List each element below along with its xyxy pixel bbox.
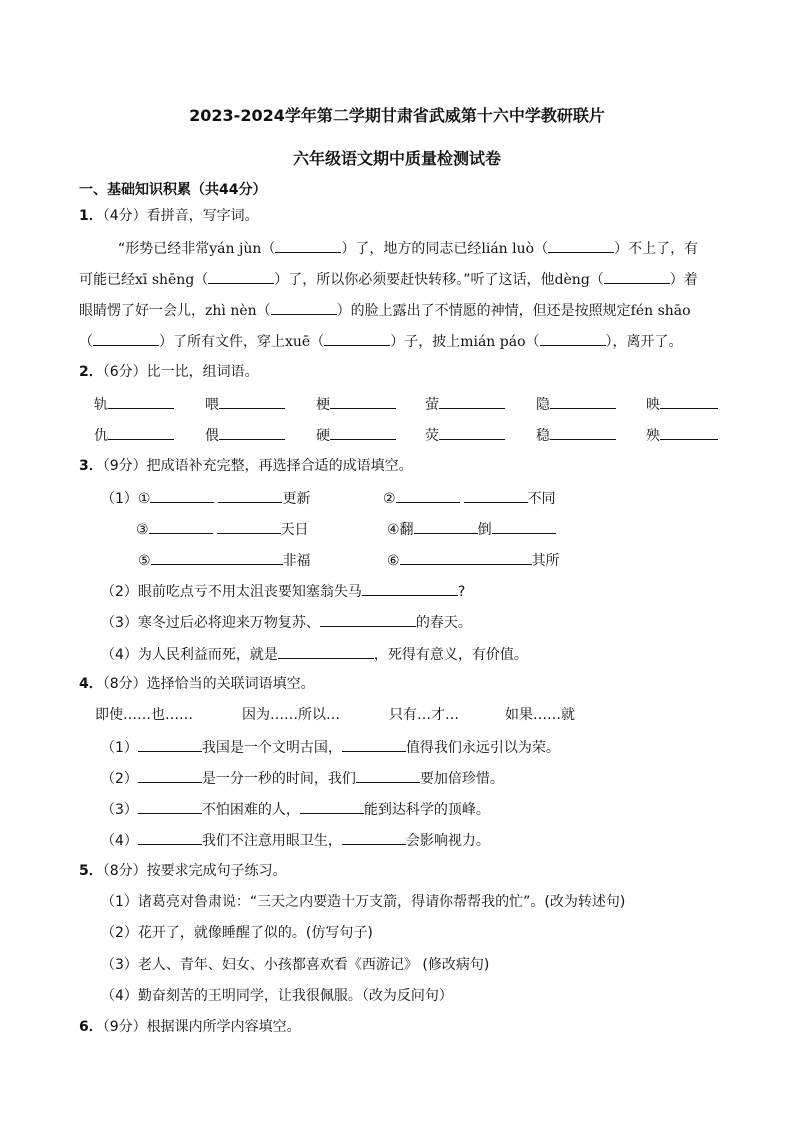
question-points: （9分） <box>102 1019 147 1035</box>
q1-text: 了，地方的同志已经 <box>355 241 482 257</box>
circled-number: ① <box>137 491 151 507</box>
question-points: （6分） <box>102 364 147 380</box>
question-number: 1． <box>79 208 103 224</box>
answer-blank[interactable] <box>540 330 606 346</box>
answer-blank[interactable] <box>138 798 202 814</box>
answer-blank[interactable] <box>320 611 416 627</box>
answer-blank[interactable] <box>149 518 213 534</box>
q2-item <box>425 424 505 446</box>
circled-number: ⑤ <box>138 553 151 569</box>
connective-option: 因为……所以… <box>242 707 340 723</box>
character: 荧 <box>425 428 439 444</box>
q1-line-2: 可能已经xī shēng（ ）了，所以你必须要赶快转移。”听了这话，他dèng（ ）着 <box>79 268 698 290</box>
sentence-text: 值得我们永远引以为荣。 <box>405 740 560 756</box>
pinyin-prompt: mián páo <box>460 334 526 350</box>
question-6-header <box>79 1017 301 1037</box>
question-instruction: 把成语补充完整，再选择合适的成语填空。 <box>146 458 413 474</box>
q5-sentence-1: （1）诸葛亮对鲁肃说：“三天之内要造十万支箭，得请你帮帮我的忙”。(改为转述句) <box>101 894 626 910</box>
section-1-heading: 一、基础知识积累（共44分） <box>79 182 267 198</box>
pinyin-prompt: zhì nèn <box>205 303 257 319</box>
answer-blank[interactable] <box>151 549 283 565</box>
pinyin-prompt: fén shāo <box>630 303 691 319</box>
q4-sentence-2 <box>101 767 504 789</box>
q2-item <box>316 393 396 415</box>
q1-line-3: 眼睛愣了好一会儿，zhì nèn（ ）的脸上露出了不情愿的神情，但还是按照规定fén shāo <box>79 299 691 321</box>
answer-blank[interactable] <box>108 424 174 440</box>
character: 映 <box>646 397 660 413</box>
answer-blank[interactable] <box>660 424 718 440</box>
character: 萤 <box>425 397 439 413</box>
answer-blank[interactable] <box>604 268 670 284</box>
question-4-header <box>79 674 315 694</box>
q5-sentence-2: （2）花开了，就像睡醒了似的。(仿写句子) <box>101 925 373 941</box>
q5-sentence-3: （3）老人、青年、妇女、小孩都喜欢看《西游记》 (修改病句) <box>101 957 490 973</box>
answer-blank[interactable] <box>362 580 458 596</box>
q3-idiom-4 <box>387 518 556 540</box>
exam-title-line2: 六年级语文期中质量检测试卷 <box>292 149 501 168</box>
q3-sentence-2 <box>101 580 465 602</box>
q2-item <box>316 424 396 446</box>
answer-blank[interactable] <box>217 518 281 534</box>
pinyin-prompt: lián luò <box>481 241 535 257</box>
answer-blank[interactable] <box>342 829 406 845</box>
q1-text: 着 <box>683 272 698 288</box>
q1-text: 子，披上 <box>404 334 461 350</box>
q3-idiom-1 <box>101 487 310 509</box>
sentence-text: ? <box>457 584 466 600</box>
q1-text: 不上了，有 <box>628 241 699 257</box>
answer-blank[interactable] <box>300 798 364 814</box>
sentence-text: 不怕困难的人， <box>201 802 300 818</box>
q3-idiom-2 <box>383 487 556 509</box>
question-instruction: 看拼音，写字词。 <box>146 208 259 224</box>
sentence-text: ，死得有意义，有价值。 <box>373 647 528 663</box>
idiom-suffix: 天日 <box>280 522 309 538</box>
answer-blank[interactable] <box>138 767 202 783</box>
answer-blank[interactable] <box>492 518 556 534</box>
question-points: （8分） <box>102 863 147 879</box>
question-number: 2． <box>79 364 103 380</box>
q4-sentence-1 <box>101 736 560 758</box>
pinyin-prompt: xī shēng <box>135 272 195 288</box>
question-instruction: 根据课内所学内容填空。 <box>146 1019 301 1035</box>
answer-blank[interactable] <box>108 393 174 409</box>
answer-blank[interactable] <box>208 268 274 284</box>
sub-number: （3） <box>101 802 138 818</box>
q2-item <box>94 424 174 446</box>
answer-blank[interactable] <box>660 393 718 409</box>
character: 殃 <box>646 428 660 444</box>
idiom-middle: 倒 <box>477 522 492 538</box>
character: 轨 <box>94 397 108 413</box>
answer-blank[interactable] <box>400 549 532 565</box>
idiom-suffix: 非福 <box>282 553 311 569</box>
q4-sentence-4 <box>101 829 490 851</box>
question-instruction: 选择恰当的关联词语填空。 <box>146 676 315 692</box>
answer-blank[interactable] <box>356 767 420 783</box>
circled-number: ③ <box>136 522 149 538</box>
character: 仇 <box>94 428 108 444</box>
sub-number: （1） <box>101 491 138 507</box>
connective-option: 即使……也…… <box>95 707 193 723</box>
q2-item <box>536 424 616 446</box>
question-5-header <box>79 861 287 881</box>
q1-line-1: “形势已经非常yán jùn（ ）了，地方的同志已经lián luò（ ）不上了，有 <box>118 237 698 259</box>
answer-blank[interactable] <box>414 518 478 534</box>
sub-number: （2） <box>101 771 138 787</box>
character: 隐 <box>536 397 550 413</box>
answer-blank[interactable] <box>278 643 374 659</box>
answer-blank[interactable] <box>271 299 337 315</box>
q2-item <box>205 393 285 415</box>
sentence-text: 是一分一秒的时间，我们 <box>201 771 356 787</box>
sentence-text: 我们不注意用眼卫生， <box>201 833 342 849</box>
q1-text: 了所有文件，穿上 <box>173 334 285 350</box>
q2-item <box>205 424 285 446</box>
q3-idiom-3 <box>136 518 309 540</box>
answer-blank[interactable] <box>219 393 285 409</box>
q2-item <box>536 393 616 415</box>
q1-text: 了，所以你必须要赶快转移。”听了这话，他 <box>288 272 555 288</box>
sentence-text: 要加倍珍惜。 <box>419 771 504 787</box>
answer-blank[interactable] <box>550 393 616 409</box>
character: 稳 <box>536 428 550 444</box>
question-points: （8分） <box>102 676 147 692</box>
question-number: 5． <box>79 863 103 879</box>
pinyin-prompt: dèng <box>554 272 590 288</box>
q1-text: 可能已经 <box>79 272 135 288</box>
answer-blank[interactable] <box>439 424 505 440</box>
q5-sentence-4: （4）勤奋刻苦的王明同学，让我很佩服。（改为反问句） <box>101 988 453 1004</box>
answer-blank[interactable] <box>439 393 505 409</box>
character: 偎 <box>205 428 219 444</box>
sentence-text: （2）眼前吃点亏不用太沮丧要知塞翁失马 <box>101 584 362 600</box>
q3-sentence-3 <box>101 611 472 633</box>
q4-sentence-3 <box>101 798 490 820</box>
idiom-suffix: 更新 <box>282 491 311 507</box>
answer-blank[interactable] <box>150 487 214 503</box>
connective-option: 只有…才… <box>389 707 459 723</box>
connective-option: 如果……就 <box>505 707 575 723</box>
circled-number: ④翻 <box>387 522 414 538</box>
answer-blank[interactable] <box>548 237 614 253</box>
q2-item <box>425 393 505 415</box>
question-points: （4分） <box>102 208 147 224</box>
answer-blank[interactable] <box>218 487 282 503</box>
question-2-header <box>79 362 259 382</box>
character: 喂 <box>205 397 219 413</box>
answer-blank[interactable] <box>219 424 285 440</box>
question-number: 6． <box>79 1019 103 1035</box>
sentence-text: （4）为人民利益而死，就是 <box>101 647 278 663</box>
question-instruction: 按要求完成句子练习。 <box>146 863 287 879</box>
answer-blank[interactable] <box>550 424 616 440</box>
exam-title-line1: 2023-2024学年第二学期甘肃省武威第十六中学教研联片 <box>189 106 605 125</box>
character: 梗 <box>316 397 330 413</box>
answer-blank[interactable] <box>275 237 341 253</box>
question-instruction: 比一比，组词语。 <box>146 364 259 380</box>
question-points: （9分） <box>102 458 147 474</box>
answer-blank[interactable] <box>464 487 528 503</box>
question-1-header <box>79 206 259 226</box>
pinyin-prompt: xuē <box>285 334 311 350</box>
question-number: 3． <box>79 458 103 474</box>
sentence-text: 会影响视力。 <box>405 833 490 849</box>
pinyin-prompt: yán jùn <box>209 241 262 257</box>
answer-blank[interactable] <box>396 487 460 503</box>
q2-word-row-1 <box>94 393 174 415</box>
idiom-suffix: 不同 <box>527 491 556 507</box>
sentence-text: （3）寒冬过后必将迎来万物复苏、 <box>101 615 320 631</box>
circled-number: ⑥ <box>387 553 400 569</box>
q3-idiom-5 <box>138 549 311 571</box>
answer-blank[interactable] <box>330 393 396 409</box>
sentence-text: 的春天。 <box>415 615 472 631</box>
answer-blank[interactable] <box>342 736 406 752</box>
question-3-header <box>79 456 413 476</box>
question-number: 4． <box>79 676 103 692</box>
answer-blank[interactable] <box>138 829 202 845</box>
q2-item <box>646 393 718 415</box>
answer-blank[interactable] <box>324 330 390 346</box>
q3-sentence-4 <box>101 643 528 665</box>
q1-text: 的脸上露出了不情愿的神情，但还是按照规定 <box>350 303 631 319</box>
character: 硬 <box>316 428 330 444</box>
q1-text: 眼睛愣了好一会儿， <box>79 303 205 319</box>
sentence-text: 我国是一个文明古国， <box>201 740 342 756</box>
circled-number: ② <box>383 491 396 507</box>
q1-text: ，离开了。 <box>612 334 683 350</box>
sub-number: （4） <box>101 833 138 849</box>
q1-text: “形势已经非常 <box>118 241 210 257</box>
idiom-suffix: 其所 <box>531 553 560 569</box>
q2-item <box>646 424 718 446</box>
q3-idiom-6 <box>387 549 560 571</box>
sentence-text: 能到达科学的顶峰。 <box>363 802 490 818</box>
answer-blank[interactable] <box>138 736 202 752</box>
sub-number: （1） <box>101 740 138 756</box>
answer-blank[interactable] <box>93 330 159 346</box>
answer-blank[interactable] <box>330 424 396 440</box>
q1-line-4: （ ）了所有文件，穿上xuē（ ）子，披上mián páo（ ），离开了。 <box>79 330 683 352</box>
